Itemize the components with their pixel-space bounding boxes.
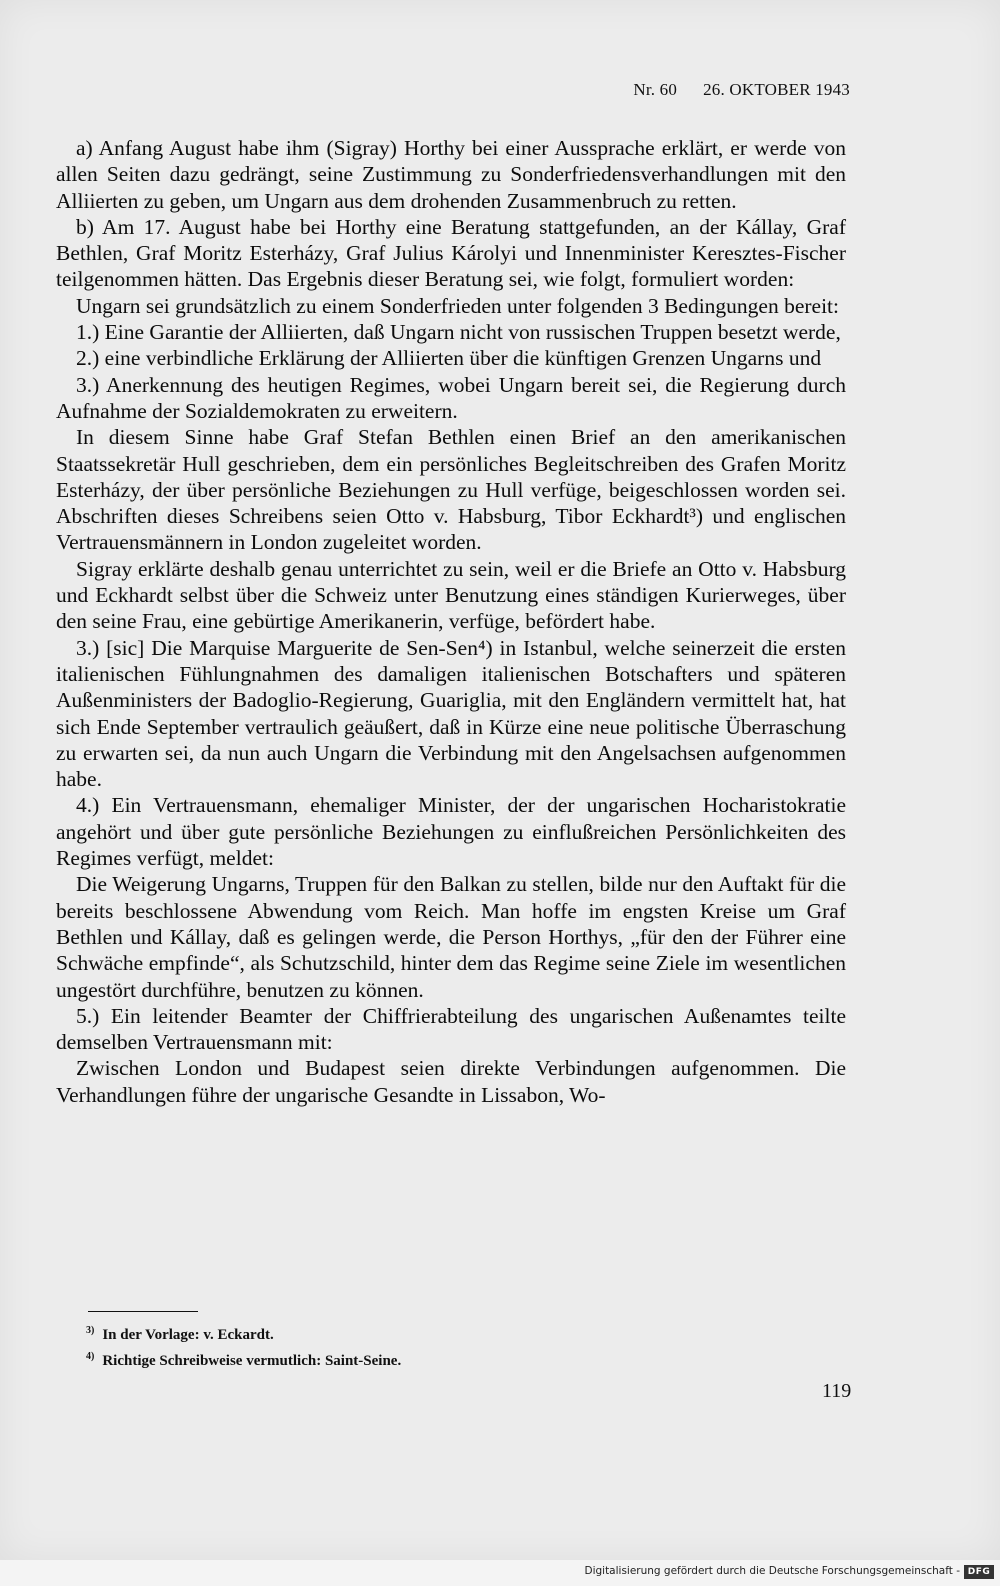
- running-head: [633, 80, 850, 100]
- footnotes: [86, 1320, 786, 1372]
- digitization-credit: Digitalisierung gefördert durch die Deutsche Forschungsgemeinschaft -: [584, 1565, 960, 1577]
- footnote-marker: 4): [86, 1351, 95, 1362]
- paragraph-item-3: 3.) [sic] Die Marquise Marguerite de Sen-Sen⁴) in Istanbul, welche seinerzeit die ersten italienischen Fühlungnahmen des damaligen italienischen Botschafters und späteren Außenministers der Badoglio-Regierung, Guariglia, mit den Engländern vermittelt hat, hat sich Ende September vertraulich geäußert, daß in Kürze eine neue politische Überraschung zu erwarten sei, da nun auch Ungarn die Verbindung mit den Angelsachsen aufgenommen habe.: [56, 635, 846, 792]
- paragraph-bethlen-letter: In diesem Sinne habe Graf Stefan Bethlen einen Brief an den amerikanischen Staatssekretär Hull geschrieben, dem ein persönliches Begleitschreiben des Grafen Moritz Esterházy, der über persönliche Beziehungen zu Hull verfüge, beigeschlossen worden sei. Abschriften dieses Schreibens seien Otto v. Habsburg, Tibor Eckhardt³) und englischen Vertrauensmännern in London zugeleitet worden.: [56, 425, 846, 555]
- page-number: 119: [822, 1380, 852, 1402]
- document-date: 26. OKTOBER 1943: [703, 80, 850, 99]
- paragraph-item-4: 4.) Ein Vertrauensmann, ehemaliger Minister, der der ungarischen Hocharistokratie angehört und über gute persönliche Beziehungen zu einflußreichen Persönlichkeiten des Regimes verfügt, meldet:: [56, 793, 846, 871]
- document-number: Nr. 60: [633, 80, 678, 99]
- paragraph-a: a) Anfang August habe ihm (Sigray) Horthy bei einer Aussprache erklärt, er werde von allen Seiten dazu gedrängt, seine Zustimmung zu Sonderfriedensverhandlungen mit den Alliierten zu geben, um Ungarn aus dem drohenden Zusammenbruch zu retten.: [56, 136, 846, 213]
- footnote-text: In der Vorlage: v. Eckardt.: [102, 1327, 274, 1343]
- paragraph-connections: Zwischen London und Budapest seien direkte Verbindungen aufgenommen. Die Verhandlungen führe der ungarische Gesandte in Lissabon, Wo-: [56, 1056, 846, 1107]
- paragraph-b: b) Am 17. August habe bei Horthy eine Beratung stattgefunden, an der Kállay, Graf Bethlen, Graf Moritz Esterházy, Graf Julius Károlyi und Innenminister Keresztes-Fischer teilgenommen hätten. Das Ergebnis dieser Beratung sei, wie folgt, formuliert worden:: [56, 214, 846, 292]
- paragraph-refusal: Die Weigerung Ungarns, Truppen für den Balkan zu stellen, bilde nur den Auftakt für die bereits beschlossene Abwendung vom Reich. Man hoffe im engsten Kreise um Graf Bethlen und Kállay, daß es gelingen werde, die Person Horthys, „für den der Führer eine Schwäche empfinde“, als Schutzschild, hinter dem das Regime seine Ziele im wesentlichen ungestört durchführe, benutzen zu können.: [56, 872, 846, 1002]
- dfg-logo: DFG: [964, 1565, 994, 1579]
- footnote-3: [86, 1320, 786, 1346]
- footnote-text: Richtige Schreibweise vermutlich: Saint-Seine.: [102, 1353, 402, 1369]
- footnote-4: [86, 1346, 786, 1372]
- paragraph-item-5: 5.) Ein leitender Beamter der Chiffrierabteilung des ungarischen Außenamtes teilte demselben Vertrauensmann mit:: [56, 1003, 846, 1055]
- body-text: [56, 135, 846, 1108]
- condition-3: 3.) Anerkennung des heutigen Regimes, wobei Ungarn bereit sei, die Regierung durch Aufnahme der Sozialdemokraten zu erweitern.: [56, 372, 846, 423]
- footnote-marker: 3): [86, 1325, 95, 1336]
- paragraph-conditions-intro: Ungarn sei grundsätzlich zu einem Sonderfrieden unter folgenden 3 Bedingungen bereit:: [76, 293, 840, 318]
- paragraph-sigray: Sigray erklärte deshalb genau unterrichtet zu sein, weil er die Briefe an Otto v. Habsburg und Eckhardt selbst über die Schweiz unter Benutzung eines ständigen Kurierweges, über den seine Frau, eine gebürtige Amerikanerin, verfüge, befördert habe.: [56, 556, 846, 634]
- condition-2: 2.) eine verbindliche Erklärung der Alliierten über die künftigen Grenzen Ungarns und: [76, 346, 822, 371]
- condition-1: 1.) Eine Garantie der Alliierten, daß Ungarn nicht von russischen Truppen besetzt werde,: [76, 320, 841, 345]
- footnote-rule: [88, 1311, 198, 1312]
